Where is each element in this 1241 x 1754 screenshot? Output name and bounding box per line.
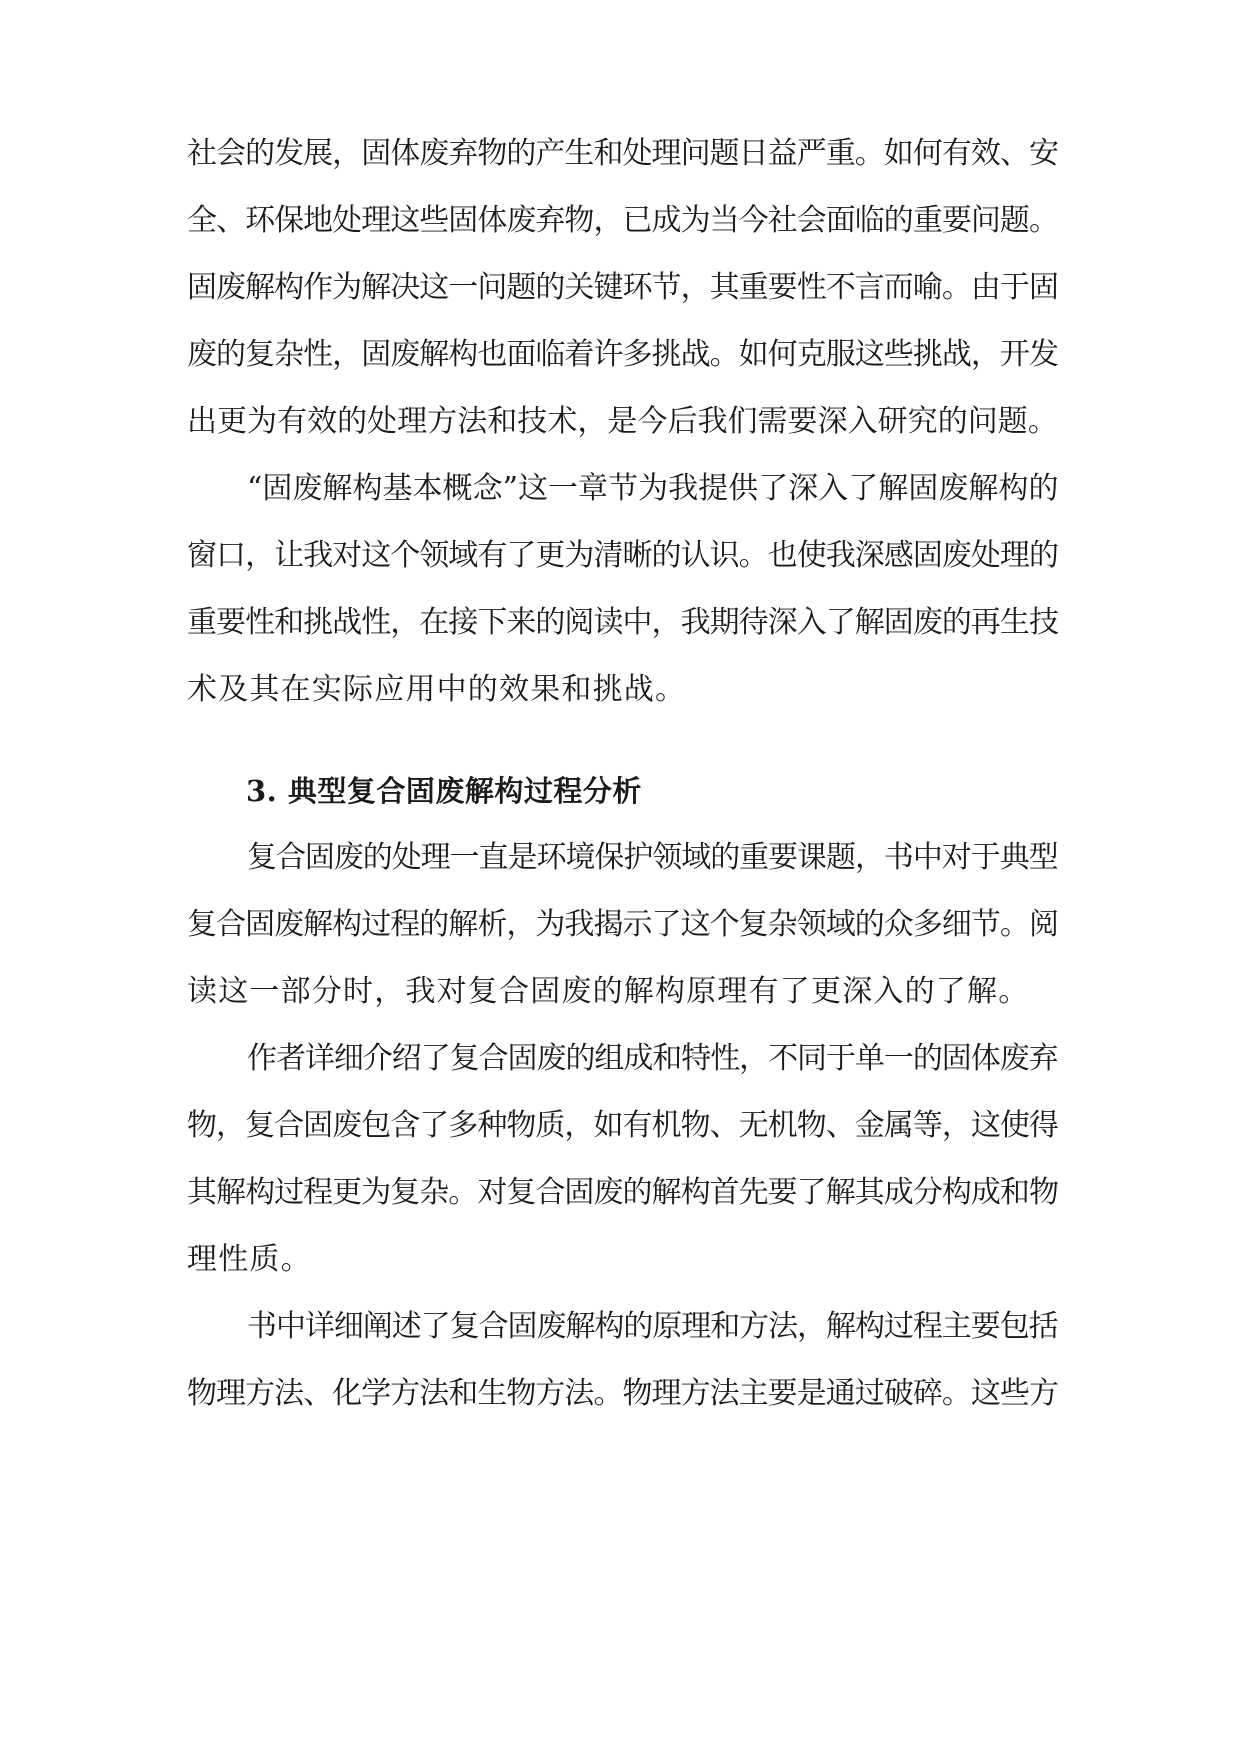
paragraph-line: 书中详细阐述了复合固废解构的原理和方法，解构过程主要包括 [247,1309,1058,1344]
paragraph-line: 物理方法、化学方法和生物方法。物理方法主要是通过破碎。这些方 [187,1376,1058,1411]
section-heading: 3. 典型复合固废解构过程分析 [246,774,642,808]
paragraph-line: 废的复杂性，固废解构也面临着许多挑战。如何克服这些挑战，开发 [187,337,1058,372]
paragraph-line: 全、环保地处理这些固体废弃物，已成为当今社会面临的重要问题。 [187,203,1058,238]
paragraph-line: 复合固废的处理一直是环境保护领域的重要课题，书中对于典型 [247,840,1058,875]
paragraph-line: 理性质。 [187,1242,312,1277]
paragraph-line: 其解构过程更为复杂。对复合固废的解构首先要了解其成分构成和物 [187,1175,1058,1210]
paragraph-line: 社会的发展，固体废弃物的产生和处理问题日益严重。如何有效、安 [187,136,1058,171]
paragraph-line: 窗口，让我对这个领域有了更为清晰的认识。也使我深感固废处理的 [187,538,1058,573]
paragraph-line: 复合固废解构过程的解析，为我揭示了这个复杂领域的众多细节。阅 [187,907,1058,942]
paragraph-line: 物，复合固废包含了多种物质，如有机物、无机物、金属等，这使得 [187,1108,1058,1143]
paragraph-line: 重要性和挑战性，在接下来的阅读中，我期待深入了解固废的再生技 [187,605,1058,640]
paragraph-line: 出更为有效的处理方法和技术，是今后我们需要深入研究的问题。 [187,404,1058,439]
paragraph-line: 作者详细介绍了复合固废的组成和特性，不同于单一的固体废弃 [247,1041,1058,1076]
paragraph-line: “固废解构基本概念”这一章节为我提供了深入了解固废解构的 [247,471,1059,506]
paragraph-line: 术及其在实际应用中的效果和挑战。 [187,672,687,707]
paragraph-line: 固废解构作为解决这一问题的关键环节，其重要性不言而喻。由于固 [187,270,1058,305]
paragraph-line: 读这一部分时，我对复合固废的解构原理有了更深入的了解。 [187,974,1030,1009]
